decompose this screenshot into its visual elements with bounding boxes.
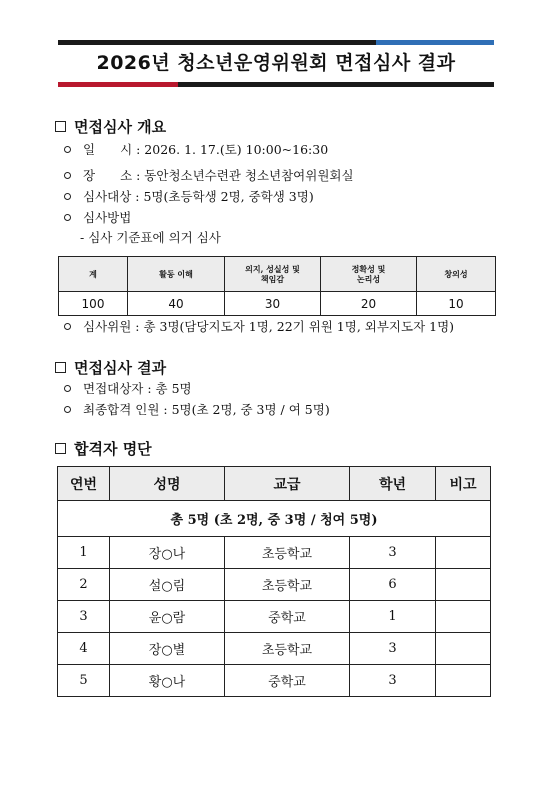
row-school: 초등학교 <box>225 537 350 569</box>
overview-method-sub: - 심사 기준표에 의거 심사 <box>80 230 221 245</box>
roster-summary-cell: 총 5명 (초 2명, 중 3명 / 청여 5명) <box>58 501 491 537</box>
section-roster-heading <box>55 438 152 459</box>
row-note <box>436 569 491 601</box>
result-applicants: 면접대상자 : 총 5명 <box>64 379 192 397</box>
title-bottom-rule <box>58 82 494 87</box>
row-school: 초등학교 <box>225 633 350 665</box>
roster-header-cell: 학년 <box>350 467 436 501</box>
criteria-header-cell: 창의성 <box>417 257 496 292</box>
checkbox-icon <box>55 121 66 132</box>
section-overview-heading <box>55 116 166 137</box>
row-grade: 3 <box>350 537 436 569</box>
bullet-circle-icon <box>64 172 71 179</box>
row-number: 1 <box>58 537 110 569</box>
overview-target: 심사대상 : 5명(초등학생 2명, 중학생 3명) <box>64 187 314 205</box>
roster-header-row <box>58 467 491 501</box>
row-grade: 3 <box>350 633 436 665</box>
checkbox-icon <box>55 443 66 454</box>
row-name: 황○나 <box>110 665 225 697</box>
bullet-circle-icon <box>64 214 71 221</box>
result-passed: 최종합격 인원 : 5명(초 2명, 중 3명 / 여 5명) <box>64 400 330 418</box>
roster-header-cell: 성명 <box>110 467 225 501</box>
page-title: 2026년 청소년운영위원회 면접심사 결과 <box>96 52 456 74</box>
roster-header-cell: 교급 <box>225 467 350 501</box>
roster-header-cell: 연번 <box>58 467 110 501</box>
bullet-circle-icon <box>64 146 71 153</box>
bullet-circle-icon <box>64 323 71 330</box>
row-name: 윤○람 <box>110 601 225 633</box>
criteria-value-cell: 100 <box>59 292 128 316</box>
overview-method: 심사방법 <box>64 208 131 226</box>
row-name: 장○나 <box>110 537 225 569</box>
bullet-circle-icon <box>64 193 71 200</box>
row-grade: 1 <box>350 601 436 633</box>
section-result-heading <box>55 357 166 378</box>
criteria-header-cell: 의지, 성실성 및 책임감 <box>225 257 321 292</box>
row-note <box>436 601 491 633</box>
table-row <box>58 601 491 633</box>
roster-header-cell: 비고 <box>436 467 491 501</box>
roster-table <box>57 466 491 697</box>
criteria-header-cell: 정확성 및 논리성 <box>321 257 417 292</box>
bullet-circle-icon <box>64 406 71 413</box>
section-roster-title: 합격자 명단 <box>74 440 152 458</box>
section-result-title: 면접심사 결과 <box>74 359 167 377</box>
title-top-rule <box>58 40 494 45</box>
criteria-value-cell: 20 <box>321 292 417 316</box>
row-grade: 3 <box>350 665 436 697</box>
row-school: 중학교 <box>225 601 350 633</box>
checkbox-icon <box>55 362 66 373</box>
criteria-value-cell: 40 <box>128 292 225 316</box>
row-number: 2 <box>58 569 110 601</box>
criteria-header-row <box>59 257 496 292</box>
row-note <box>436 633 491 665</box>
row-name: 장○별 <box>110 633 225 665</box>
overview-place: 장 소 : 동안청소년수련관 청소년참여위원회실 <box>64 166 354 184</box>
row-name: 설○림 <box>110 569 225 601</box>
overview-judges: 심사위원 : 총 3명(담당지도자 1명, 22기 위원 1명, 외부지도자 1명) <box>64 317 454 335</box>
criteria-value-cell: 30 <box>225 292 321 316</box>
table-row <box>58 665 491 697</box>
table-row <box>58 537 491 569</box>
table-row <box>58 633 491 665</box>
row-number: 5 <box>58 665 110 697</box>
overview-date: 일 시 : 2026. 1. 17.(토) 10:00~16:30 <box>64 140 328 158</box>
bullet-circle-icon <box>64 385 71 392</box>
criteria-header-cell: 활동 이해 <box>128 257 225 292</box>
criteria-value-cell: 10 <box>417 292 496 316</box>
row-grade: 6 <box>350 569 436 601</box>
criteria-header-cell: 계 <box>59 257 128 292</box>
row-number: 4 <box>58 633 110 665</box>
criteria-value-row <box>59 292 496 316</box>
row-school: 초등학교 <box>225 569 350 601</box>
table-row <box>58 569 491 601</box>
row-school: 중학교 <box>225 665 350 697</box>
roster-summary-row <box>58 501 491 537</box>
row-number: 3 <box>58 601 110 633</box>
row-note <box>436 537 491 569</box>
section-overview-title: 면접심사 개요 <box>74 118 167 136</box>
row-note <box>436 665 491 697</box>
criteria-table <box>58 256 496 316</box>
